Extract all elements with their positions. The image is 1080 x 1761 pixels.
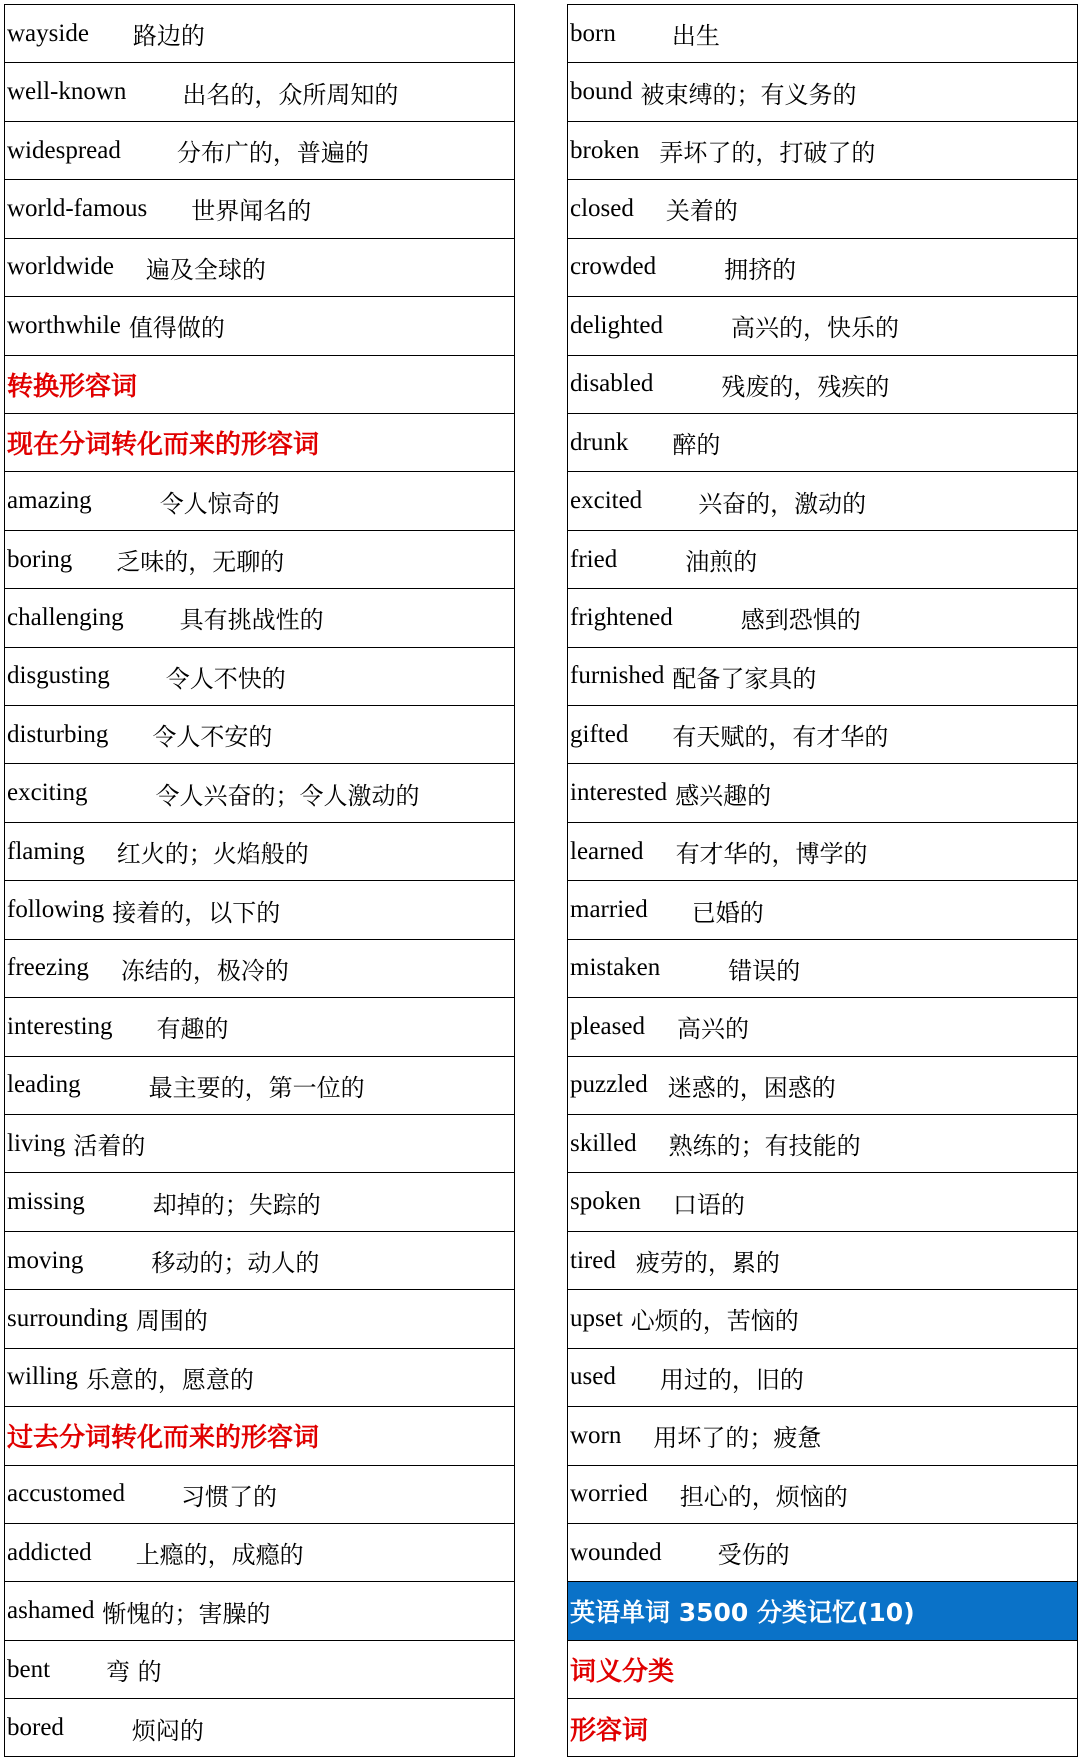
english-word: leading [7,1071,81,1099]
english-word: bound [570,78,633,106]
chinese-meaning: 红火的；火焰般的 [116,840,309,869]
section-heading: 形容词 [570,1715,649,1746]
english-word: skilled [570,1129,637,1157]
vocab-row [568,823,1077,881]
vocab-row [5,1699,514,1757]
chinese-meaning: 路边的 [132,22,205,51]
section-heading: 现在分词转化而来的形容词 [5,414,514,472]
vocab-row [568,1407,1077,1465]
vocab-row [568,297,1077,355]
chinese-meaning: 弄坏了的，打破了的 [659,139,876,168]
chinese-meaning: 醉的 [672,431,721,460]
english-word: gifted [570,720,629,748]
english-word: bored [7,1714,64,1742]
chinese-meaning: 具有挑战性的 [179,606,324,635]
chinese-meaning: 被束缚的；有义务的 [640,80,857,109]
chinese-meaning: 用过的，旧的 [659,1365,804,1394]
english-word: willing [7,1363,78,1391]
vocab-row [568,648,1077,706]
english-word: surrounding [7,1304,128,1332]
chinese-meaning: 分布广的，普遍的 [176,139,369,168]
chinese-meaning: 口语的 [672,1190,745,1219]
english-word: broken [570,136,640,164]
right-column [567,4,1078,1757]
chinese-meaning: 有才华的，博学的 [675,840,868,869]
vocab-row [5,239,514,297]
chinese-meaning: 习惯了的 [181,1482,278,1511]
chinese-meaning: 担心的，烦恼的 [679,1482,848,1511]
chinese-meaning: 移动的；动人的 [151,1249,320,1278]
vocab-row [5,180,514,238]
chinese-meaning: 拥挤的 [724,255,797,284]
english-word: bent [7,1655,51,1683]
vocab-row [568,472,1077,530]
vocab-row [568,239,1077,297]
english-word: missing [7,1188,85,1216]
vocab-row [5,1057,514,1115]
english-word: tired [570,1246,616,1274]
english-word: frightened [570,603,673,631]
vocab-row [5,1290,514,1348]
chinese-meaning: 有趣的 [156,1015,229,1044]
chinese-meaning: 遍及全球的 [145,255,266,284]
section-heading: 转换形容词 [5,356,514,414]
vocab-row [568,63,1077,121]
vocab-row [5,823,514,881]
english-word: excited [570,487,643,515]
english-word: closed [570,194,634,222]
chinese-meaning: 却掉的；失踪的 [152,1190,321,1219]
vocab-row [5,881,514,939]
vocab-row [5,648,514,706]
section-heading: 过去分词转化而来的形容词 [5,1407,514,1465]
vocab-row [5,472,514,530]
vocab-row [5,706,514,764]
vocab-row [5,998,514,1056]
vocab-row [568,1349,1077,1407]
english-word: interested [570,779,668,807]
vocab-row [5,940,514,998]
chinese-meaning: 令人不快的 [165,664,286,693]
english-word: crowded [570,253,657,281]
vocab-row [5,1641,514,1699]
chinese-meaning: 心烦的，苦恼的 [630,1307,799,1336]
chinese-meaning: 令人不安的 [152,723,273,752]
chinese-meaning: 值得做的 [128,314,225,343]
chinese-meaning: 弯 的 [106,1658,162,1687]
vocab-row [568,998,1077,1056]
english-word: addicted [7,1538,92,1566]
vocab-row [568,881,1077,939]
english-word: delighted [570,311,664,339]
chinese-meaning: 迷惑的，困惑的 [667,1073,836,1102]
chinese-meaning: 兴奋的，激动的 [698,489,867,518]
vocab-row [5,589,514,647]
vocab-row [568,122,1077,180]
section-banner: 英语单词 3500 分类记忆(10) [568,1582,1077,1640]
english-word: furnished [570,662,665,690]
vocab-row [568,1232,1077,1290]
chinese-meaning: 高兴的，快乐的 [731,314,900,343]
chinese-meaning: 用坏了的；疲惫 [653,1424,822,1453]
vocab-row [568,1115,1077,1173]
vocab-row [568,1524,1077,1582]
english-word: wounded [570,1538,662,1566]
chinese-meaning: 错误的 [728,956,801,985]
vocab-row [5,122,514,180]
english-word: wayside [7,19,89,47]
english-word: exciting [7,779,88,807]
english-word: puzzled [570,1071,648,1099]
english-word: married [570,896,648,924]
chinese-meaning: 关着的 [665,197,738,226]
vocab-row [5,5,514,63]
english-word: disgusting [7,662,110,690]
chinese-meaning: 出名的，众所周知的 [182,80,399,109]
vocab-row [568,764,1077,822]
chinese-meaning: 感到恐惧的 [740,606,861,635]
english-word: following [7,896,105,924]
vocab-row [568,706,1077,764]
english-word: world-famous [7,194,148,222]
english-word: mistaken [570,954,661,982]
english-word: challenging [7,603,124,631]
vocab-row [568,1290,1077,1348]
english-word: flaming [7,837,85,865]
chinese-meaning: 上瘾的，成瘾的 [135,1541,304,1570]
english-word: born [570,19,616,47]
english-word: disturbing [7,720,109,748]
vocab-row [568,940,1077,998]
chinese-meaning: 世界闻名的 [191,197,312,226]
chinese-meaning: 有天赋的，有才华的 [672,723,889,752]
chinese-meaning: 惭愧的；害臊的 [102,1599,271,1628]
chinese-meaning: 疲劳的，累的 [635,1249,780,1278]
chinese-meaning: 残废的，残疾的 [721,372,890,401]
vocab-row [5,1349,514,1407]
english-word: freezing [7,954,89,982]
chinese-meaning: 受伤的 [717,1541,790,1570]
vocab-row [5,1115,514,1173]
vocab-row [5,63,514,121]
english-word: fried [570,545,618,573]
chinese-meaning: 配备了家具的 [672,664,817,693]
vocab-row [568,180,1077,238]
vocab-row [568,1057,1077,1115]
chinese-meaning: 烦闷的 [131,1716,204,1745]
english-word: amazing [7,487,92,515]
chinese-meaning: 令人兴奋的；令人激动的 [155,781,420,810]
vocab-row [5,297,514,355]
chinese-meaning: 感兴趣的 [675,781,772,810]
english-word: interesting [7,1012,113,1040]
chinese-meaning: 高兴的 [676,1015,749,1044]
chinese-meaning: 活着的 [73,1132,146,1161]
vocab-row [5,531,514,589]
english-word: living [7,1129,66,1157]
vocab-row [5,1232,514,1290]
english-word: worried [570,1480,648,1508]
chinese-meaning: 乏味的，无聊的 [116,548,285,576]
section-heading: 词义分类 [568,1641,1077,1699]
english-word: learned [570,837,644,865]
vocab-row [5,1173,514,1231]
chinese-meaning: 油煎的 [685,548,758,576]
chinese-meaning: 接着的，以下的 [112,898,281,927]
english-word: worldwide [7,253,114,281]
chinese-meaning: 周围的 [135,1307,208,1336]
english-word: moving [7,1246,84,1274]
chinese-meaning: 最主要的，第一位的 [148,1073,365,1102]
english-word: pleased [570,1012,645,1040]
chinese-meaning: 熟练的；有技能的 [668,1132,861,1161]
english-word: ashamed [7,1597,95,1625]
vocab-row [568,531,1077,589]
english-word: worthwhile [7,311,121,339]
vocab-row [568,1466,1077,1524]
vocab-row [5,1524,514,1582]
left-column [4,4,515,1757]
vocab-row [5,764,514,822]
vocab-row [568,1173,1077,1231]
english-word: used [570,1363,616,1391]
english-word: disabled [570,370,654,398]
chinese-meaning: 出生 [671,22,720,51]
english-word: spoken [570,1188,641,1216]
english-word: accustomed [7,1480,126,1508]
vocab-row [568,356,1077,414]
english-word: drunk [570,428,629,456]
vocab-row [568,589,1077,647]
chinese-meaning: 令人惊奇的 [159,489,280,518]
vocab-row [568,414,1077,472]
english-word: well-known [7,78,127,106]
english-word: upset [570,1304,623,1332]
vocab-row [5,1466,514,1524]
english-word: boring [7,545,73,573]
vocab-row [568,5,1077,63]
chinese-meaning: 已婚的 [691,898,764,927]
chinese-meaning: 乐意的，愿意的 [85,1365,254,1394]
vocab-row [5,1582,514,1640]
chinese-meaning: 冻结的，极冷的 [120,956,289,985]
english-word: worn [570,1421,622,1449]
english-word: widespread [7,136,121,164]
